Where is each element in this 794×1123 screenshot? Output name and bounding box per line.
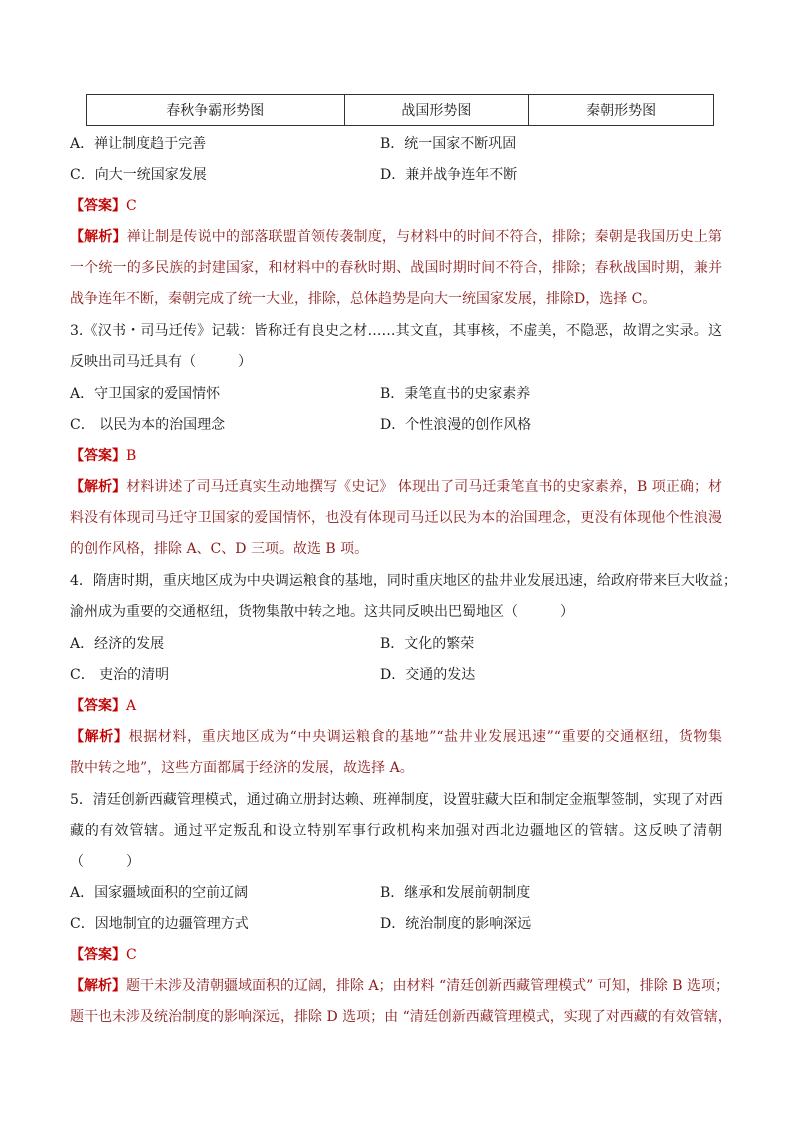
q4-option-d: D．交通的发达 (380, 667, 476, 683)
explanation-text: 禅让制是传说中的部落联盟首领传袭制度，与材料中的时间不符合，排除；秦朝是我国历史上第 (126, 229, 723, 245)
explanation-label: 【解析】 (70, 729, 129, 745)
q4-option-a: A．经济的发展 (70, 636, 165, 652)
answer-label: 【答案】 (70, 947, 126, 963)
q2-option-a: A．禅让制度趋于完善 (70, 136, 207, 152)
q4-explanation-line-1 (70, 728, 722, 746)
explanation-text: 根据材料，重庆地区成为“中央调运粮食的基地”“盐井业发展迅速”“重要的交通枢纽，货物集 (128, 729, 723, 745)
q2-option-d: D．兼并战争连年不断 (380, 167, 518, 183)
q5-option-c: C．因地制宜的边疆管理方式 (70, 916, 249, 932)
map-caption-table (86, 94, 714, 126)
q5-option-a: A．国家疆域面积的空前辽阔 (70, 885, 249, 901)
q3-option-a: A．守卫国家的爱国情怀 (70, 386, 221, 402)
answer-value: C (126, 947, 137, 963)
explanation-text: 题干未涉及清朝疆域面积的辽阔，排除 A；由材料 “清廷创新西藏管理模式” 可知，排除 B 选项； (126, 978, 729, 994)
answer-value: A (126, 698, 137, 714)
q4-option-c: C． 吏治的清明 (70, 667, 170, 683)
q4-explanation-line-2: 散中转之地”，这些方面都属于经济的发展，故选择 A。 (70, 760, 414, 776)
q4-option-b: B．文化的繁荣 (380, 636, 475, 652)
answer-value: B (126, 448, 137, 464)
q3-option-c: C． 以民为本的治国理念 (70, 417, 226, 433)
explanation-label: 【解析】 (70, 479, 127, 495)
q4-answer (70, 697, 136, 715)
q3-stem-line-1: 3.《汉书・司马迁传》记载：皆称迁有良史之材……其文直，其事核，不虚美，不隐恶，故谓之实录。这 (70, 323, 722, 339)
explanation-text: 材料讲述了司马迁真实生动地撰写《史记》 体现出了司马迁秉笔直书的史家素养，B 项正确；材 (126, 479, 723, 495)
q2-explanation-line-2: 一个统一的多民族的封建国家，和材料中的春秋时期、战国时期时间不符合，排除；春秋战国时期，兼并 (70, 260, 722, 276)
q3-option-b: B．秉笔直书的史家素养 (380, 386, 531, 402)
q4-stem-line-1: 4．隋唐时期，重庆地区成为中央调运粮食的基地，同时重庆地区的盐井业发展迅速，给政府带来巨大收益； (70, 573, 737, 589)
explanation-label: 【解析】 (70, 229, 127, 245)
q5-stem-line-2: 藏的有效管辖。通过平定叛乱和设立特别军事行政机构来加强对西北边疆地区的管辖。这反映了清朝 (70, 823, 722, 839)
q3-explanation-line-3: 的创作风格，排除 A、C、D 三项。故选 B 项。 (70, 541, 369, 557)
q2-explanation-line-1 (70, 228, 722, 246)
q3-explanation-line-2: 料没有体现司马迁守卫国家的爱国情怀，也没有体现司马迁以民为本的治国理念，更没有体现他个性浪漫 (70, 510, 722, 526)
q5-explanation-line-1 (70, 977, 729, 995)
q2-explanation-line-3: 战争连年不断，秦朝完成了统一大业，排除，总体趋势是向大一统国家发展，排除D，选择 C。 (70, 291, 657, 307)
q3-explanation-line-1 (70, 478, 722, 496)
q5-option-b: B．继承和发展前朝制度 (380, 885, 531, 901)
answer-value: C (126, 198, 137, 214)
q3-stem-line-2: 反映出司马迁具有（ ） (70, 354, 252, 370)
q4-stem-line-2: 渝州成为重要的交通枢纽，货物集散中转之地。这共同反映出巴蜀地区（ ） (70, 604, 574, 620)
q3-option-d: D．个性浪漫的创作风格 (380, 417, 532, 433)
q2-option-c: C．向大一统国家发展 (70, 167, 207, 183)
caption-spring-autumn-map: 春秋争霸形势图 (87, 95, 345, 126)
caption-warring-states-map: 战国形势图 (344, 95, 529, 126)
q5-explanation-line-2: 题干也未涉及统治制度的影响深远，排除 D 选项；由 “清廷创新西藏管理模式，实现了对西藏的有效管辖， (70, 1009, 732, 1025)
q5-stem-line-1: 5．清廷创新西藏管理模式，通过确立册封达赖、班禅制度，设置驻藏大臣和制定金瓶掣签制，实现了对西 (70, 792, 723, 808)
answer-label: 【答案】 (70, 698, 126, 714)
caption-qin-map: 秦朝形势图 (529, 95, 714, 126)
q2-answer (70, 197, 137, 215)
q5-answer (70, 946, 137, 964)
answer-label: 【答案】 (70, 198, 126, 214)
q2-option-b: B．统一国家不断巩固 (380, 136, 517, 152)
q5-stem-line-3: （ ） (70, 854, 140, 870)
q3-answer (70, 447, 136, 465)
q5-option-d: D．统治制度的影响深远 (380, 916, 532, 932)
explanation-label: 【解析】 (70, 978, 126, 994)
answer-label: 【答案】 (70, 448, 126, 464)
